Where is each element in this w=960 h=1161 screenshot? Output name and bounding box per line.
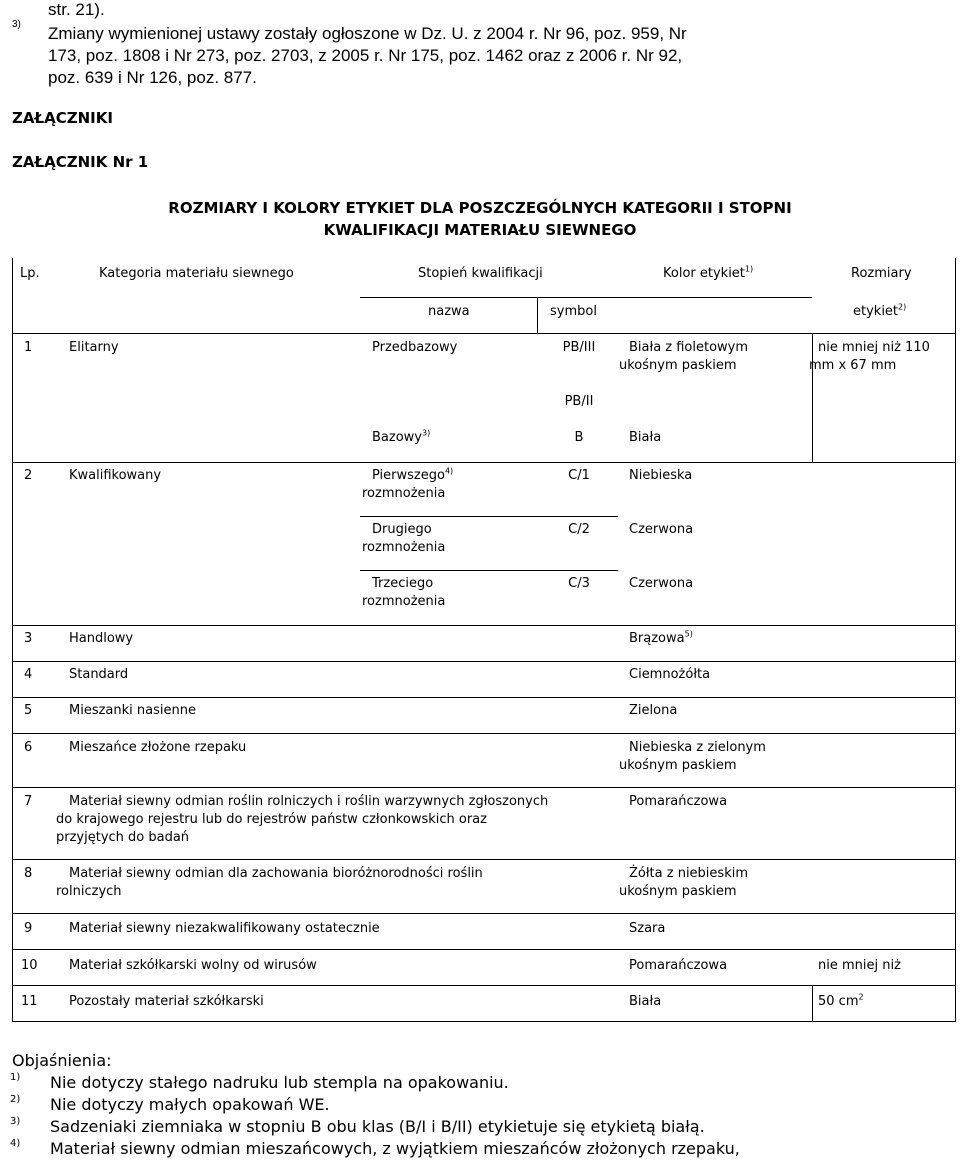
row2a-symbol: C/1	[568, 468, 590, 483]
objasnienia-title: Objaśnienia:	[12, 1051, 112, 1070]
row2c-kolor: Czerwona	[629, 576, 694, 591]
row2b-kolor: Czerwona	[629, 522, 694, 537]
row1-symbol-3: B	[574, 430, 584, 445]
objasnienie-1-number: 1)	[10, 1072, 21, 1083]
heading-zalaczniki: ZAŁĄCZNIKI	[12, 109, 113, 127]
row3-kolor: Brązowa$^{5)}$	[629, 629, 693, 646]
row4-kategoria: Standard	[69, 667, 129, 682]
row1-kategoria: Elitarny	[69, 340, 119, 355]
footnote-line-3: poz. 639 i Nr 126, poz. 877.	[48, 68, 257, 87]
row1-rozmiar-line-2: mm x 67 mm	[809, 358, 897, 373]
row1-nazwa-3: Bazowy$^{3)}$	[372, 428, 431, 445]
row11-lp: 11	[21, 994, 38, 1009]
row2b-symbol: C/2	[568, 522, 590, 537]
row7-kategoria-line-2: do krajowego rejestru lub do rejestrów państw członkowskich oraz	[56, 812, 487, 827]
row8-kolor-line-1: Żółta z niebieskim	[629, 866, 748, 881]
row2b-nazwa-line-1: Drugiego	[372, 522, 432, 537]
row11-rozmiar: 50 $cm^2$	[818, 992, 864, 1009]
objasnienie-3-text: Sadzeniaki ziemniaka w stopniu B obu klas (B/I i B/II) etykietuje się etykietą białą.	[50, 1117, 705, 1136]
header-etykiet: etykiet$^{2)}$	[853, 302, 907, 319]
row5-kategoria: Mieszanki nasienne	[69, 703, 196, 718]
row3-kategoria: Handlowy	[69, 631, 134, 646]
row2c-symbol: C/3	[568, 576, 590, 591]
row1-kolor-3: Biała	[629, 430, 662, 445]
objasnienie-4-number: 4)	[10, 1138, 21, 1149]
footnote-line-1: Zmiany wymienionej ustawy zostały ogłoszone w Dz. U. z 2004 r. Nr 96, poz. 959, Nr	[48, 24, 687, 43]
row8-kolor-line-2: ukośnym paskiem	[619, 884, 737, 899]
row1-lp: 1	[24, 340, 33, 355]
row1-nazwa: Przedbazowy	[372, 340, 458, 355]
header-kategoria: Kategoria materiału siewnego	[99, 266, 294, 281]
table-title-line-1: ROZMIARY I KOLORY ETYKIET DLA POSZCZEGÓLNYCH KATEGORII I STOPNI	[168, 199, 792, 217]
row7-lp: 7	[24, 794, 33, 809]
row2a-nazwa-line-1: Pierwszego$^{4)}$	[372, 466, 454, 483]
row4-lp: 4	[24, 667, 33, 682]
row5-kolor: Zielona	[629, 703, 678, 718]
header-stopien: Stopień kwalifikacji	[418, 266, 543, 281]
row2b-nazwa-line-2: rozmnożenia	[362, 540, 446, 555]
footnote-line-2: 173, poz. 1808 i Nr 273, poz. 2703, z 2005 r. Nr 175, poz. 1462 oraz z 2006 r. Nr 92,	[48, 46, 683, 65]
row11-kategoria: Pozostały materiał szkółkarski	[69, 994, 264, 1009]
row1-rozmiar-line-1: nie mniej niż 110	[818, 340, 930, 355]
row1-kolor-line-2: ukośnym paskiem	[619, 358, 737, 373]
row1-kolor-line-1: Biała z fioletowym	[629, 340, 749, 355]
row11-kolor: Biała	[629, 994, 662, 1009]
row8-kategoria-line-1: Materiał siewny odmian dla zachowania bioróżnorodności roślin	[69, 866, 483, 881]
row9-kolor: Szara	[629, 921, 666, 936]
row1-symbol: PB/III	[562, 340, 596, 355]
header-lp: Lp.	[20, 266, 40, 281]
row4-kolor: Ciemnożółta	[629, 667, 711, 682]
row6-kolor-line-1: Niebieska z zielonym	[629, 740, 766, 755]
row2-kategoria: Kwalifikowany	[69, 468, 162, 483]
row2-lp: 2	[24, 468, 33, 483]
row10-rozmiar: nie mniej niż	[818, 958, 901, 973]
objasnienie-1-text: Nie dotyczy stałego nadruku lub stempla na opakowaniu.	[50, 1073, 509, 1092]
header-symbol: symbol	[550, 304, 597, 319]
row5-lp: 5	[24, 703, 33, 718]
objasnienie-2-number: 2)	[10, 1094, 21, 1105]
row2c-nazwa-line-1: Trzeciego	[372, 576, 434, 591]
row7-kategoria-line-3: przyjętych do badań	[56, 830, 190, 845]
row6-kolor-line-2: ukośnym paskiem	[619, 758, 737, 773]
row9-lp: 9	[24, 921, 33, 936]
row8-kategoria-line-2: rolniczych	[56, 884, 122, 899]
row10-kolor: Pomarańczowa	[629, 958, 728, 973]
header-rozmiary: Rozmiary	[851, 266, 912, 281]
objasnienie-3-number: 3)	[10, 1116, 21, 1127]
row3-lp: 3	[24, 631, 33, 646]
objasnienie-2-text: Nie dotyczy małych opakowań WE.	[50, 1095, 330, 1114]
header-kolor: Kolor etykiet$^{1)}$	[663, 264, 754, 281]
objasnienie-4-text: Materiał siewny odmian mieszańcowych, z wyjątkiem mieszańców złożonych rzepaku,	[50, 1139, 740, 1158]
heading-zalacznik-nr: ZAŁĄCZNIK Nr 1	[12, 153, 149, 171]
row2c-nazwa-line-2: rozmnożenia	[362, 594, 446, 609]
row6-kategoria: Mieszańce złożone rzepaku	[69, 740, 247, 755]
table-title-line-2: KWALIFIKACJI MATERIAŁU SIEWNEGO	[323, 221, 637, 239]
header-nazwa: nazwa	[428, 304, 470, 319]
row1-symbol-2: PB/II	[564, 394, 594, 409]
row6-lp: 6	[24, 740, 33, 755]
row10-kategoria: Materiał szkółkarski wolny od wirusów	[69, 958, 317, 973]
row2a-kolor: Niebieska	[629, 468, 693, 483]
row10-lp: 10	[21, 958, 38, 973]
footnote-number-3: 3)	[12, 19, 21, 30]
row2a-nazwa-line-2: rozmnożenia	[362, 486, 446, 501]
row7-kolor: Pomarańczowa	[629, 794, 728, 809]
row9-kategoria: Materiał siewny niezakwalifikowany ostatecznie	[69, 921, 380, 936]
row7-kategoria-line-1: Materiał siewny odmian roślin rolniczych i roślin warzywnych zgłoszonych	[69, 794, 549, 809]
row8-lp: 8	[24, 866, 33, 881]
footnote-continuation: str. 21).	[48, 0, 105, 19]
